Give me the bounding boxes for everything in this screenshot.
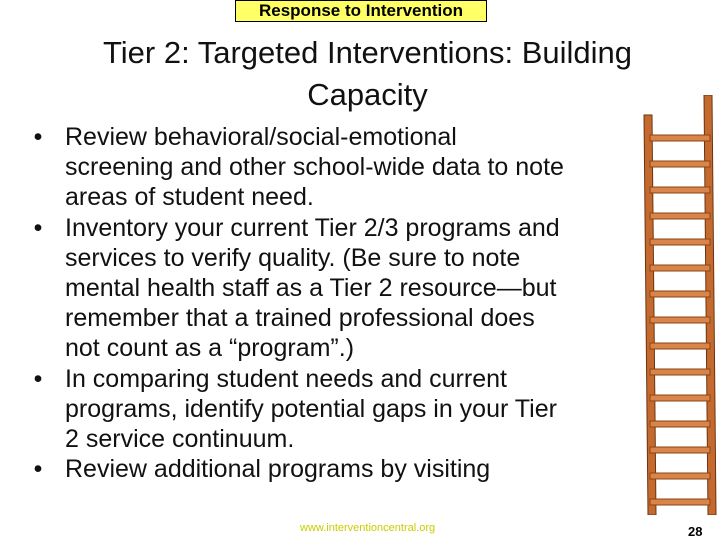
header-label: Response to Intervention [258, 1, 464, 20]
bullet-line: services to verify quality. (Be sure to note [65, 243, 521, 272]
bullet-line: Inventory your current Tier 2/3 programs and [65, 213, 560, 242]
bullet-line: not count as a “program”.) [65, 334, 355, 363]
ladder-rung [650, 473, 710, 479]
bullet-marker: • [33, 455, 43, 484]
bullet-line: Review additional programs by visiting [65, 455, 491, 484]
ladder-rung [650, 395, 710, 401]
page-number: 28 [688, 524, 703, 539]
bullet-line: Review behavioral/social-emotional [65, 123, 457, 151]
bullet-line: screening and other school-wide data to note [65, 153, 564, 182]
ladder-rung [650, 265, 710, 271]
bullet-line: 2 service continuum. [65, 425, 295, 454]
ladder-rung [650, 213, 710, 219]
ladder-rung [650, 239, 710, 245]
ladder-rung [650, 421, 710, 427]
footer-website-link[interactable]: www.interventioncentral.org [300, 522, 436, 534]
ladder-rung [650, 447, 710, 453]
bullet-marker: • [33, 213, 43, 242]
ladder-rung [650, 135, 710, 141]
bullet-line: programs, identify potential gaps in your Tier [65, 394, 557, 423]
title-line-1: Tier 2: Targeted Interventions: Building [102, 35, 633, 70]
slide-title [40, 32, 695, 116]
bullet-item [28, 213, 628, 364]
bullet-line: remember that a trained professional does [65, 304, 535, 333]
ladder-illustration-icon [640, 95, 720, 515]
bullet-line: areas of student need. [65, 183, 314, 212]
title-line-2: Capacity [307, 77, 428, 112]
bullet-line: In comparing student needs and current [65, 364, 507, 393]
bullet-item [28, 364, 628, 455]
bullet-marker: • [33, 123, 43, 151]
ladder-rung [650, 291, 710, 297]
ladder-rung [650, 499, 710, 505]
ladder-rung [650, 369, 710, 375]
ladder-rung [650, 161, 710, 167]
ladder-rung [650, 343, 710, 349]
ladder-rung [650, 187, 710, 193]
bullet-marker: • [33, 364, 43, 393]
header-banner [235, 0, 487, 22]
bullet-item [28, 454, 628, 484]
bullet-item [28, 122, 628, 213]
bullet-list [28, 122, 628, 484]
ladder-rungs [650, 135, 710, 505]
ladder-rung [650, 317, 710, 323]
bullet-line: mental health staff as a Tier 2 resource—but [65, 274, 557, 303]
